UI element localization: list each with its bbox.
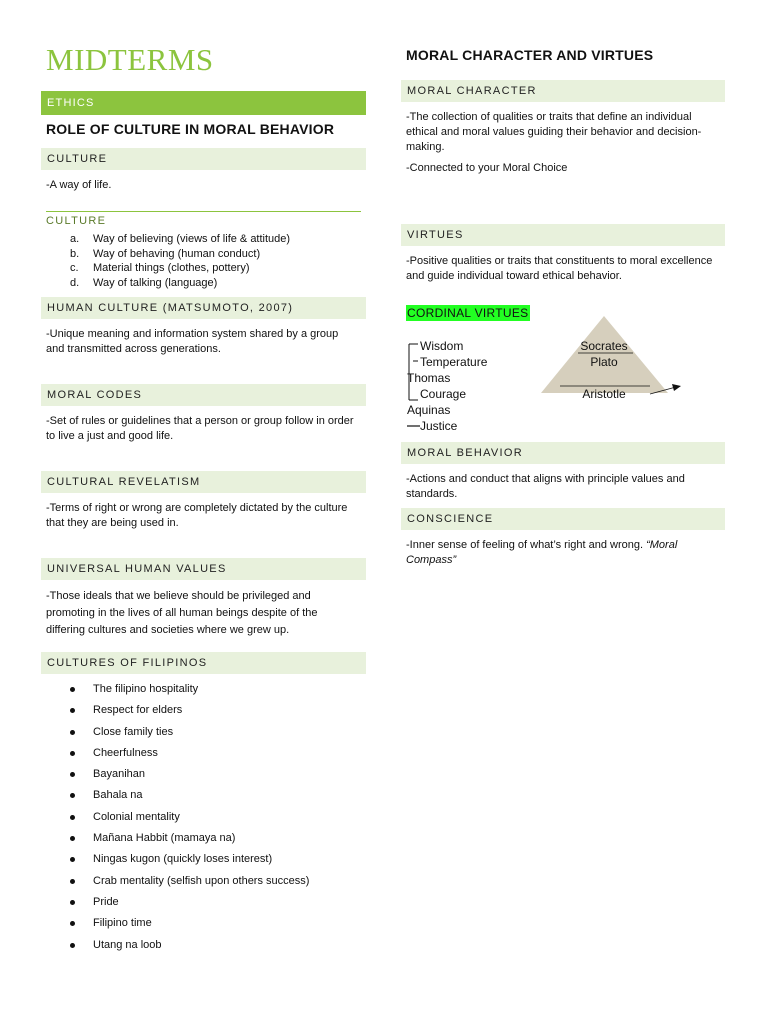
ethics-bar: ETHICS <box>41 91 366 115</box>
list-item: a. Way of believing (views of life & attitude) <box>70 233 291 245</box>
list-item: Bayanihan <box>41 764 366 785</box>
culture-list <box>41 232 366 290</box>
moral-compass-text: “Moral Compass” <box>406 539 678 566</box>
virtue-justice: Justice <box>420 419 458 433</box>
list-item: Respect for elders <box>41 700 366 721</box>
thomas-text: Thomas <box>407 371 451 385</box>
culture-label-2: CULTURE <box>46 215 107 227</box>
section-heading-culture: ROLE OF CULTURE IN MORAL BEHAVIOR <box>46 121 335 137</box>
list-item: Crab mentality (selfish upon others success) <box>41 871 366 892</box>
cultural-revelatism-text: -Terms of right or wrong are completely dictated by the culture that they are being used in. <box>46 502 348 529</box>
list-item: Mañana Habbit (mamaya na) <box>41 828 366 849</box>
filipino-cultures-list <box>41 679 366 956</box>
culture-text: -A way of life. <box>46 179 112 191</box>
filipino-cultures-label: CULTURES OF FILIPINOS <box>41 652 366 674</box>
universal-values-label: UNIVERSAL HUMAN VALUES <box>41 558 366 580</box>
list-item: c. Material things (clothes, pottery) <box>70 262 250 274</box>
list-item: Ningas kugon (quickly loses interest) <box>41 849 366 870</box>
list-item: The filipino hospitality <box>41 679 366 700</box>
moral-codes-text: -Set of rules or guidelines that a person or group follow in order to live a just and good life. <box>46 415 354 442</box>
list-item: Cheerfulness <box>41 743 366 764</box>
cordinal-virtues-label: CORDINAL VIRTUES <box>407 306 529 320</box>
list-item: Colonial mentality <box>41 807 366 828</box>
divider <box>46 211 361 212</box>
moral-codes-label: MORAL CODES <box>41 384 366 406</box>
virtue-courage: Courage <box>420 387 467 401</box>
list-item: d. Way of talking (language) <box>70 276 218 289</box>
aristotle-text: Aristotle <box>582 387 626 401</box>
culture-label: CULTURE <box>41 148 366 170</box>
list-item: Pride <box>41 892 366 913</box>
moral-character-label: MORAL CHARACTER <box>401 80 725 102</box>
conscience-text: -Inner sense of feeling of what’s right and wrong. “Moral Compass” <box>406 539 678 566</box>
human-culture-label: HUMAN CULTURE (MATSUMOTO, 2007) <box>41 297 366 319</box>
list-item: Filipino time <box>41 913 366 934</box>
virtue-wisdom: Wisdom <box>420 339 464 353</box>
list-item: b. Way of behaving (human conduct) <box>70 247 261 260</box>
list-item: Utang na loob <box>41 935 366 956</box>
right-heading: MORAL CHARACTER AND VIRTUES <box>406 47 654 63</box>
virtues-text: -Positive qualities or traits that constituents to moral excellence and guide individual toward ethical behavior. <box>406 255 713 282</box>
page-title: MIDTERMS <box>46 42 214 77</box>
universal-values-text: -Those ideals that we believe should be privileged and promoting in the lives of all human beings despite of the differing cultures and societies where we grew up. <box>46 590 318 636</box>
list-item: Close family ties <box>41 722 366 743</box>
moral-character-text: -The collection of qualities or traits that define an individual ethical and moral values guiding their behavior and decision- making. <box>406 111 702 153</box>
conscience-label: CONSCIENCE <box>401 508 725 530</box>
moral-behavior-text: -Actions and conduct that aligns with principle values and standards. <box>406 473 685 500</box>
moral-choice-text: -Connected to your Moral Choice <box>406 162 568 174</box>
human-culture-text: -Unique meaning and information system shared by a group and transmitted across generations. <box>46 328 339 355</box>
aquinas-text: Aquinas <box>407 403 451 417</box>
cultural-revelatism-label: CULTURAL REVELATISM <box>41 471 366 493</box>
moral-behavior-label: MORAL BEHAVIOR <box>401 442 725 464</box>
virtues-label: VIRTUES <box>401 224 725 246</box>
plato-text: Plato <box>590 355 618 369</box>
list-item: Bahala na <box>41 785 366 806</box>
socrates-text: Socrates <box>580 339 628 353</box>
virtue-temperature: Temperature <box>420 355 488 369</box>
